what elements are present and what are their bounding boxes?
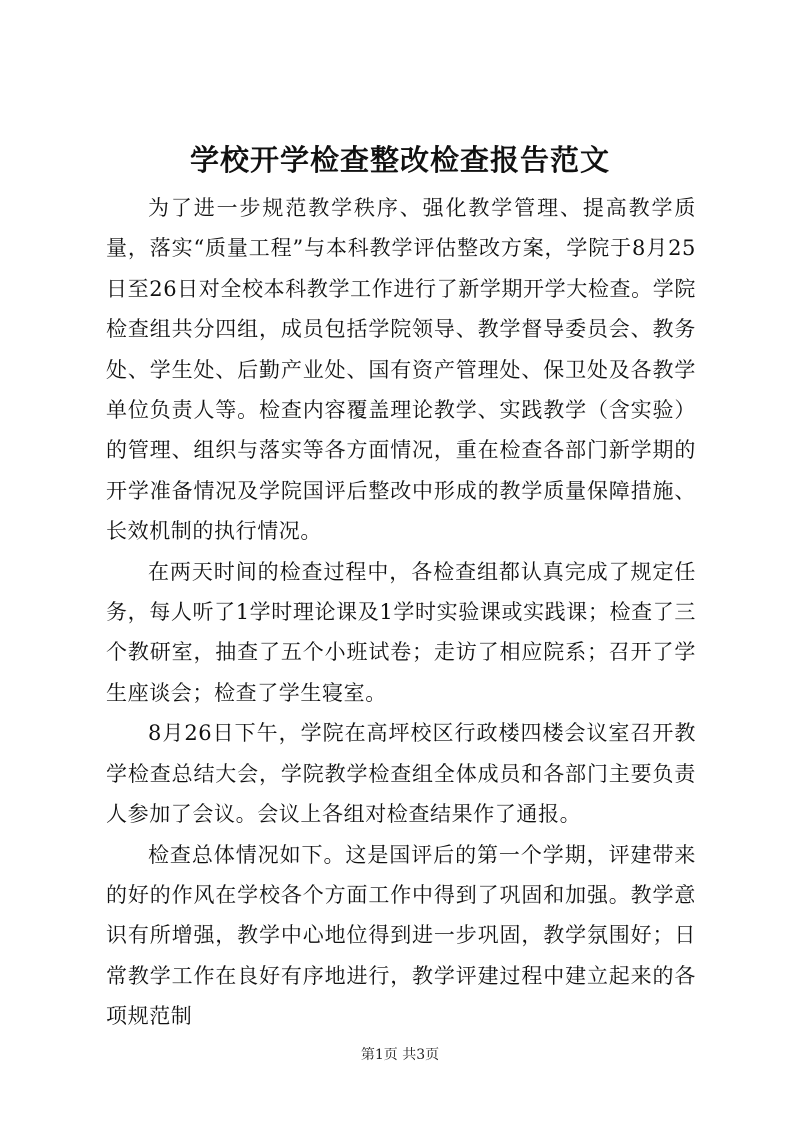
paragraph-4: 检查总体情况如下。这是国评后的第一个学期，评建带来的好的作风在学校各个方面工作中得到了巩固和加强。教学意识有所增强，教学中心地位得到进一步巩固，教学氛围好；日常教学工作在良好有序地进行，教学评建过程中建立起来的各项规范制 [106, 842, 696, 1029]
paragraph-2: 在两天时间的检查过程中，各检查组都认真完成了规定任务，每人听了1学时理论课及1学时实验课或实践课；检查了三个教研室，抽查了五个小班试卷；走访了相应院系；召开了学生座谈会；检查了学生寝室。 [106, 559, 696, 705]
page-footer: 第1页 共3页 [360, 1047, 440, 1063]
paragraph-1: 为了进一步规范教学秩序、强化教学管理、提高教学质量，落实“质量工程”与本科教学评估整改方案，学院于8月25日至26日对全校本科教学工作进行了新学期开学大检查。学院检查组共分四组，成员包括学院领导、教学督导委员会、教务处、学生处、后勤产业处、国有资产管理处、保卫处及各教学单位负责人等。检查内容覆盖理论教学、实践教学（含实验）的管理、组织与落实等各方面情况，重在检查各部门新学期的开学准备情况及学院国评后整改中形成的教学质量保障措施、长效机制的执行情况。 [106, 196, 696, 544]
document-body [106, 188, 696, 1037]
document-title: 学校开学检查整改检查报告范文 [189, 143, 610, 177]
paragraph-3: 8月26日下午，学院在高坪校区行政楼四楼会议室召开教学检查总结大会，学院教学检查组全体成员和各部门主要负责人参加了会议。会议上各组对检查结果作了通报。 [106, 721, 696, 827]
